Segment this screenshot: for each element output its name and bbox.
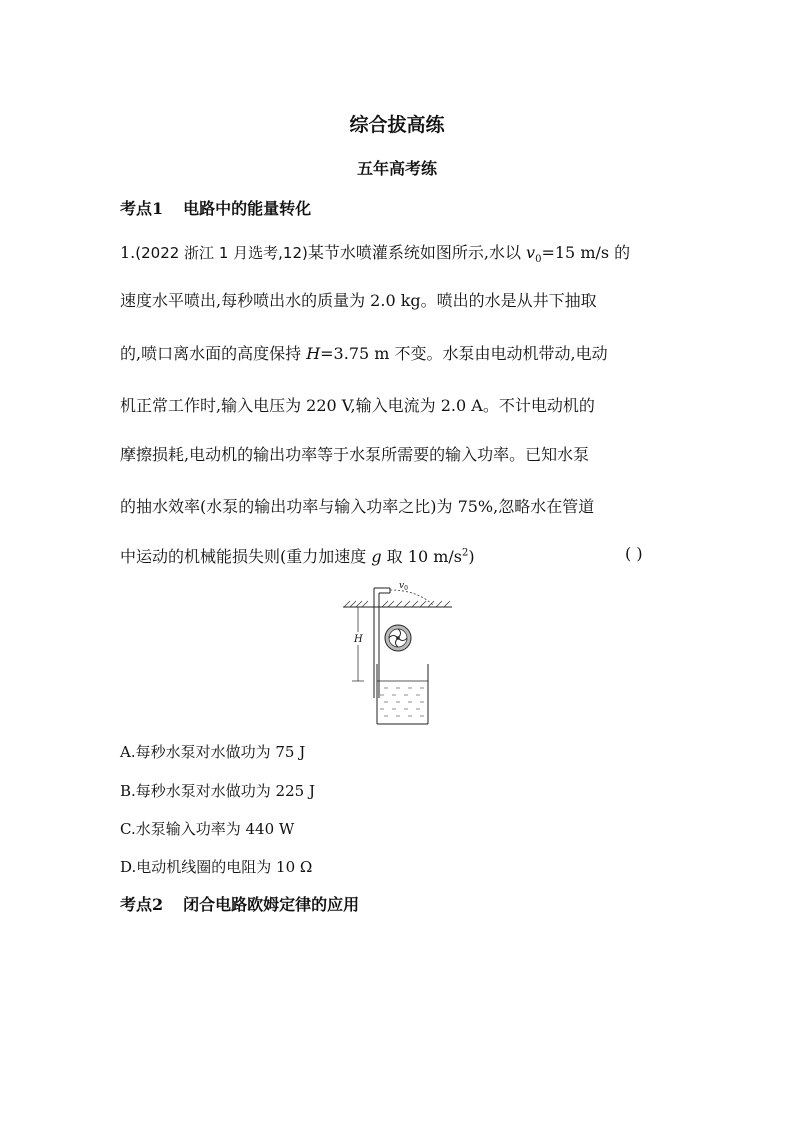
ground-hatching bbox=[344, 601, 450, 607]
section-number: 考点2 bbox=[120, 895, 164, 914]
water-pattern bbox=[380, 688, 424, 716]
option-a: A.每秒水泵对水做功为 75 J bbox=[120, 743, 306, 761]
option-b: B.每秒水泵对水做功为 225 J bbox=[120, 782, 315, 800]
section-number: 考点1 bbox=[120, 199, 164, 218]
pump-diagram bbox=[340, 580, 455, 730]
h-label: H bbox=[354, 634, 363, 645]
question-line-3: 的,喷口离水面的高度保持 H=3.75 m 不变。水泵由电动机带动,电动 bbox=[120, 344, 608, 363]
answer-parentheses: ( ) bbox=[625, 544, 643, 563]
page-title: 综合拔高练 bbox=[349, 114, 445, 136]
question-number: 1. bbox=[120, 243, 136, 262]
section-heading-2 bbox=[120, 892, 359, 915]
section-heading-1 bbox=[120, 196, 311, 219]
option-c: C.水泵输入功率为 440 W bbox=[120, 820, 295, 838]
water-trajectory bbox=[390, 590, 434, 606]
question-source: (2022 浙江 1 月选考,12) bbox=[135, 244, 308, 262]
section-label: 电路中的能量转化 bbox=[183, 199, 312, 218]
v0-label: $v_0$ bbox=[399, 581, 408, 592]
question-line-4: 机正常工作时,输入电压为 220 V,输入电流为 2.0 A。不计电动机的 bbox=[120, 396, 595, 415]
question-line-6: 的抽水效率(水泵的输出功率与输入功率之比)为 75%,忽略水在管道 bbox=[120, 497, 595, 516]
question-line-7: 中运动的机械能损失则(重力加速度 g 取 10 $m/s^2$) bbox=[120, 547, 475, 566]
question-line-1: 1.(2022 浙江 1 月选考,12)某节水喷灌系统如图所示,水以 $v_0=15$ m/s 的 bbox=[120, 243, 631, 266]
pump-icon bbox=[385, 625, 411, 651]
option-d: D.电动机线圈的电阻为 10 Ω bbox=[120, 858, 313, 876]
question-line-5: 摩擦损耗,电动机的输出功率等于水泵所需要的输入功率。已知水泵 bbox=[120, 445, 590, 464]
page-subtitle: 五年高考练 bbox=[356, 159, 437, 178]
question-line-2: 速度水平喷出,每秒喷出水的质量为 2.0 kg。喷出的水是从井下抽取 bbox=[120, 291, 597, 310]
section-label: 闭合电路欧姆定律的应用 bbox=[183, 895, 360, 914]
